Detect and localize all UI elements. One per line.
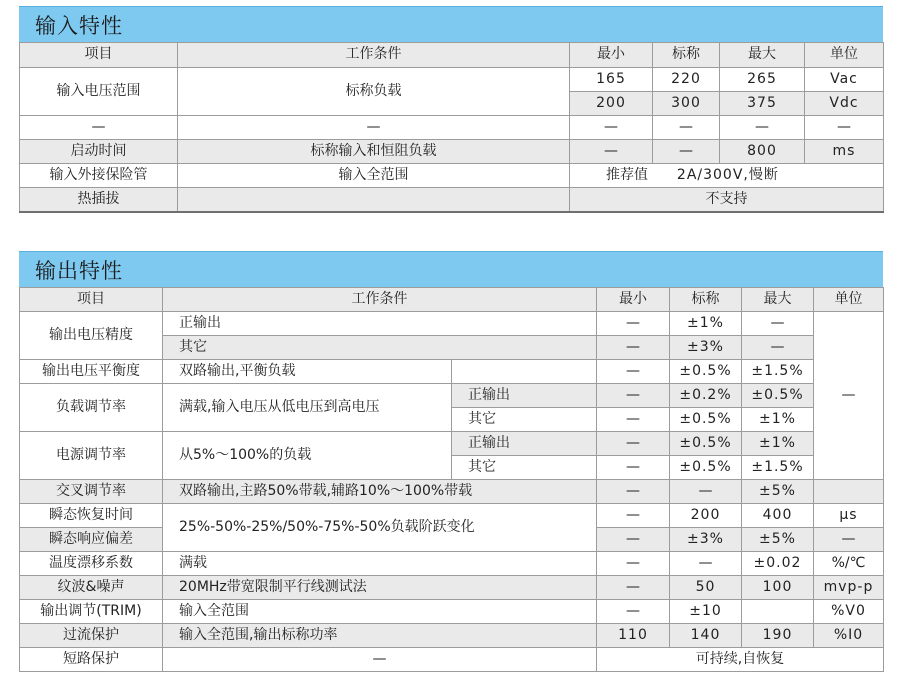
table-header-row xyxy=(20,43,884,68)
cell-max: ±5% xyxy=(742,528,814,552)
cell-unit xyxy=(814,480,884,504)
cell-nom: 140 xyxy=(670,624,742,648)
table-row xyxy=(20,360,884,384)
cell-max: 100 xyxy=(742,576,814,600)
cell-max: 400 xyxy=(742,504,814,528)
row-label: 瞬态响应偏差 xyxy=(20,528,163,552)
row-label: 输出电压平衡度 xyxy=(20,360,163,384)
col-header-unit: 单位 xyxy=(805,43,884,68)
cell-unit-merged: — xyxy=(814,312,884,480)
table-row xyxy=(20,552,884,576)
input-section-header xyxy=(19,6,883,42)
cell-value: 可持续,自恢复 xyxy=(597,648,884,672)
cell-value: 不支持 xyxy=(570,188,884,212)
cell-sub: 其它 xyxy=(452,456,597,480)
col-header-nom: 标称 xyxy=(670,288,742,312)
col-header-min: 最小 xyxy=(597,288,670,312)
cell-min: — xyxy=(597,552,670,576)
table-row xyxy=(20,432,884,456)
cell-condition: 双路输出,主路50%带载,辅路10%～100%带载 xyxy=(163,480,597,504)
cell-unit: Vdc xyxy=(805,92,884,116)
row-label: 负载调节率 xyxy=(20,384,163,432)
row-label: 过流保护 xyxy=(20,624,163,648)
cell-min: — xyxy=(597,408,670,432)
col-header-max: 最大 xyxy=(742,288,814,312)
cell-condition: 20MHz带宽限制平行线测试法 xyxy=(163,576,597,600)
table-row xyxy=(20,116,884,140)
cell-value: — xyxy=(20,116,178,140)
cell-min: — xyxy=(597,384,670,408)
cell-max: ±0.5% xyxy=(742,384,814,408)
cell-condition: 输入全范围 xyxy=(163,600,597,624)
cell-min: — xyxy=(597,576,670,600)
cell-sub xyxy=(452,360,597,384)
cell-min: 110 xyxy=(597,624,670,648)
cell-min: — xyxy=(597,432,670,456)
cell-min: — xyxy=(597,312,670,336)
cell-nom: ±0.5% xyxy=(670,432,742,456)
table-row xyxy=(20,648,884,672)
cell-max: ±1.5% xyxy=(742,360,814,384)
cell-nom: ±0.2% xyxy=(670,384,742,408)
cell-sub: 正输出 xyxy=(452,384,597,408)
col-header-item: 项目 xyxy=(20,288,163,312)
input-specs-table xyxy=(19,42,884,213)
cell-nom: 220 xyxy=(653,68,720,92)
cell-condition: 输入全范围,输出标称功率 xyxy=(163,624,597,648)
input-section-title: 输入特性 xyxy=(35,14,123,38)
cell-min: — xyxy=(597,336,670,360)
table-row xyxy=(20,576,884,600)
table-header-row xyxy=(20,288,884,312)
cell-condition: 正输出 xyxy=(163,312,597,336)
table-row xyxy=(20,188,884,212)
cell-nom: ±0.5% xyxy=(670,456,742,480)
cell-min: — xyxy=(597,360,670,384)
row-label: 输出调节(TRIM) xyxy=(20,600,163,624)
cell-max: ±0.02 xyxy=(742,552,814,576)
col-header-item: 项目 xyxy=(20,43,178,68)
cell-sub: 其它 xyxy=(452,408,597,432)
output-specs-table xyxy=(19,287,884,672)
cell-min: — xyxy=(597,528,670,552)
cell-max: 800 xyxy=(720,140,805,164)
cell-max: ±1% xyxy=(742,432,814,456)
cell-nom: ±0.5% xyxy=(670,360,742,384)
cell-min: — xyxy=(597,480,670,504)
col-header-condition: 工作条件 xyxy=(178,43,570,68)
cell-nom: 50 xyxy=(670,576,742,600)
row-label: 短路保护 xyxy=(20,648,163,672)
cell-max: ±5% xyxy=(742,480,814,504)
row-label: 启动时间 xyxy=(20,140,178,164)
cell-max: 190 xyxy=(742,624,814,648)
row-label: 输入电压范围 xyxy=(20,68,178,116)
cell-nom: ±0.5% xyxy=(670,408,742,432)
table-row xyxy=(20,600,884,624)
table-row xyxy=(20,312,884,336)
output-section-title: 输出特性 xyxy=(35,259,123,283)
cell-value: — xyxy=(653,116,720,140)
table-row xyxy=(20,384,884,408)
cell-condition: 满载 xyxy=(163,552,597,576)
cell-min: 165 xyxy=(570,68,653,92)
table-row xyxy=(20,140,884,164)
cell-min: — xyxy=(597,600,670,624)
cell-condition: 双路输出,平衡负载 xyxy=(163,360,452,384)
row-label: 纹波&噪声 xyxy=(20,576,163,600)
cell-max: — xyxy=(742,336,814,360)
row-label: 电源调节率 xyxy=(20,432,163,480)
cell-condition: 从5%～100%的负载 xyxy=(163,432,452,480)
cell-nom: ±3% xyxy=(670,336,742,360)
cell-sub: 正输出 xyxy=(452,432,597,456)
cell-max: — xyxy=(742,312,814,336)
cell-condition xyxy=(178,188,570,212)
cell-recommended xyxy=(570,164,884,188)
col-header-max: 最大 xyxy=(720,43,805,68)
table-row xyxy=(20,504,884,528)
row-label: 瞬态恢复时间 xyxy=(20,504,163,528)
row-label: 温度漂移系数 xyxy=(20,552,163,576)
cell-unit: Vac xyxy=(805,68,884,92)
row-label: 交叉调节率 xyxy=(20,480,163,504)
cell-nom: ±10 xyxy=(670,600,742,624)
table-row xyxy=(20,164,884,188)
cell-nom: — xyxy=(670,480,742,504)
cell-min: — xyxy=(570,140,653,164)
col-header-nom: 标称 xyxy=(653,43,720,68)
cell-unit: μs xyxy=(814,504,884,528)
recommended-label: 推荐值 xyxy=(606,166,648,183)
row-label: 热插拔 xyxy=(20,188,178,212)
cell-max: 265 xyxy=(720,68,805,92)
cell-condition: — xyxy=(163,648,597,672)
cell-unit: %V0 xyxy=(814,600,884,624)
cell-nom: — xyxy=(653,140,720,164)
col-header-min: 最小 xyxy=(570,43,653,68)
cell-nom: 200 xyxy=(670,504,742,528)
row-label: 输出电压精度 xyxy=(20,312,163,360)
cell-unit: — xyxy=(814,528,884,552)
cell-max: ±1% xyxy=(742,408,814,432)
cell-condition: 标称输入和恒阻负载 xyxy=(178,140,570,164)
cell-max: ±1.5% xyxy=(742,456,814,480)
cell-value: — xyxy=(178,116,570,140)
cell-nom: ±3% xyxy=(670,528,742,552)
cell-min: — xyxy=(597,504,670,528)
cell-nom: 300 xyxy=(653,92,720,116)
cell-unit: mvp-p xyxy=(814,576,884,600)
col-header-unit: 单位 xyxy=(814,288,884,312)
cell-condition: 输入全范围 xyxy=(178,164,570,188)
cell-condition: 标称负载 xyxy=(178,68,570,116)
cell-unit: ms xyxy=(805,140,884,164)
cell-nom: — xyxy=(670,552,742,576)
cell-unit: %/℃ xyxy=(814,552,884,576)
row-label: 输入外接保险管 xyxy=(20,164,178,188)
cell-condition: 25%-50%-25%/50%-75%-50%负载阶跃变化 xyxy=(163,504,597,552)
cell-min: — xyxy=(597,456,670,480)
recommended-value: 2A/300V,慢断 xyxy=(676,166,779,183)
table-row xyxy=(20,624,884,648)
cell-nom: ±1% xyxy=(670,312,742,336)
cell-max: 375 xyxy=(720,92,805,116)
col-header-condition: 工作条件 xyxy=(163,288,597,312)
cell-value: — xyxy=(570,116,653,140)
table-row xyxy=(20,480,884,504)
output-section-header xyxy=(19,251,883,287)
cell-unit: %I0 xyxy=(814,624,884,648)
cell-min: 200 xyxy=(570,92,653,116)
table-row xyxy=(20,68,884,92)
cell-max xyxy=(742,600,814,624)
cell-value: — xyxy=(720,116,805,140)
cell-condition: 满载,输入电压从低电压到高电压 xyxy=(163,384,452,432)
cell-value: — xyxy=(805,116,884,140)
cell-condition: 其它 xyxy=(163,336,597,360)
